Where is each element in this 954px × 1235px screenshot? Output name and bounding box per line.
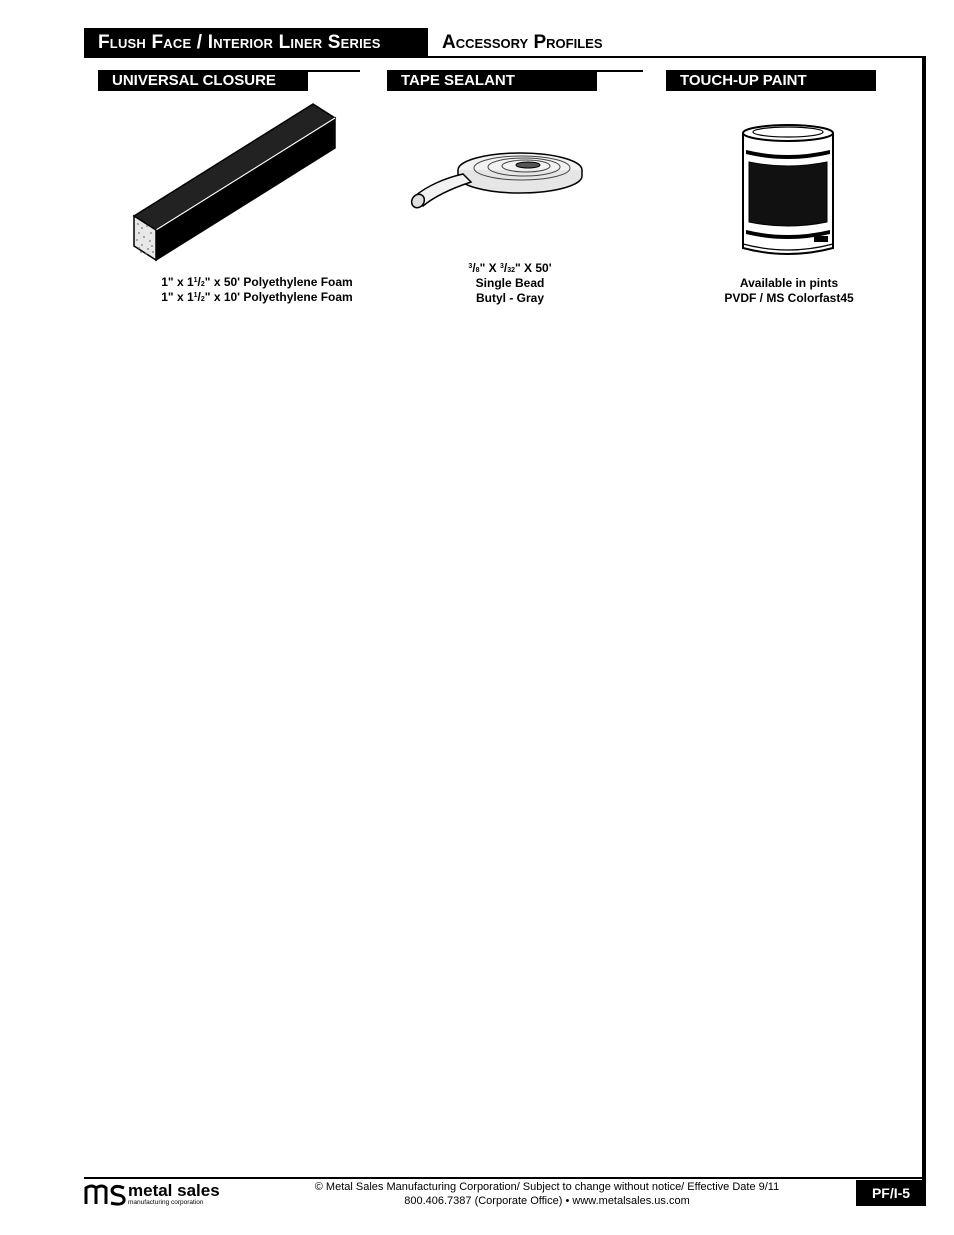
section-heading-touch-up-paint: TOUCH-UP PAINT [666, 70, 876, 91]
copyright-line: © Metal Sales Manufacturing Corporation/ Subject to change without notice/ Effective Date 9/11 [314, 1181, 780, 1193]
right-rule [922, 56, 926, 1206]
foam-closure-strip-icon [128, 100, 340, 265]
page-subtitle: Accessory Profiles [442, 32, 603, 53]
caption-line: Single Bead [475, 276, 545, 290]
metal-sales-logo [84, 1180, 244, 1213]
caption-line: PVDF / MS Colorfast45 [724, 291, 854, 305]
caption-line: Butyl - Gray [475, 291, 544, 305]
paint-can-icon [738, 120, 838, 260]
bottom-rule [84, 1177, 926, 1179]
caption-line: 1" x $1^1/2$" x 10' Polyethylene Foam [161, 290, 353, 304]
section-heading-universal-closure: UNIVERSAL CLOSURE [98, 70, 308, 91]
caption-line: 1" x $1^1/2$" x 50' Polyethylene Foam [161, 275, 353, 289]
tape-sealant-roll-icon [405, 148, 587, 214]
logo-subtext: manufacturing corporation [128, 1199, 204, 1206]
page-title: Flush Face / Interior Liner Series [84, 28, 428, 56]
caption-line: Available in pints [739, 276, 839, 290]
logo-wordmark: metal sales [128, 1181, 220, 1200]
page-number-badge: PF/I-5 [856, 1180, 926, 1206]
tape-sealant-caption [430, 261, 590, 306]
footer-text [300, 1180, 794, 1208]
top-rule [84, 56, 926, 58]
universal-closure-caption [98, 275, 416, 305]
contact-line: 800.406.7387 (Corporate Office) • www.metalsales.us.com [404, 1195, 690, 1207]
touch-up-paint-caption [699, 276, 879, 306]
caption-line: $^3$/8" X $^3$/32" X 50' [468, 261, 552, 275]
section-heading-tape-sealant: TAPE SEALANT [387, 70, 597, 91]
